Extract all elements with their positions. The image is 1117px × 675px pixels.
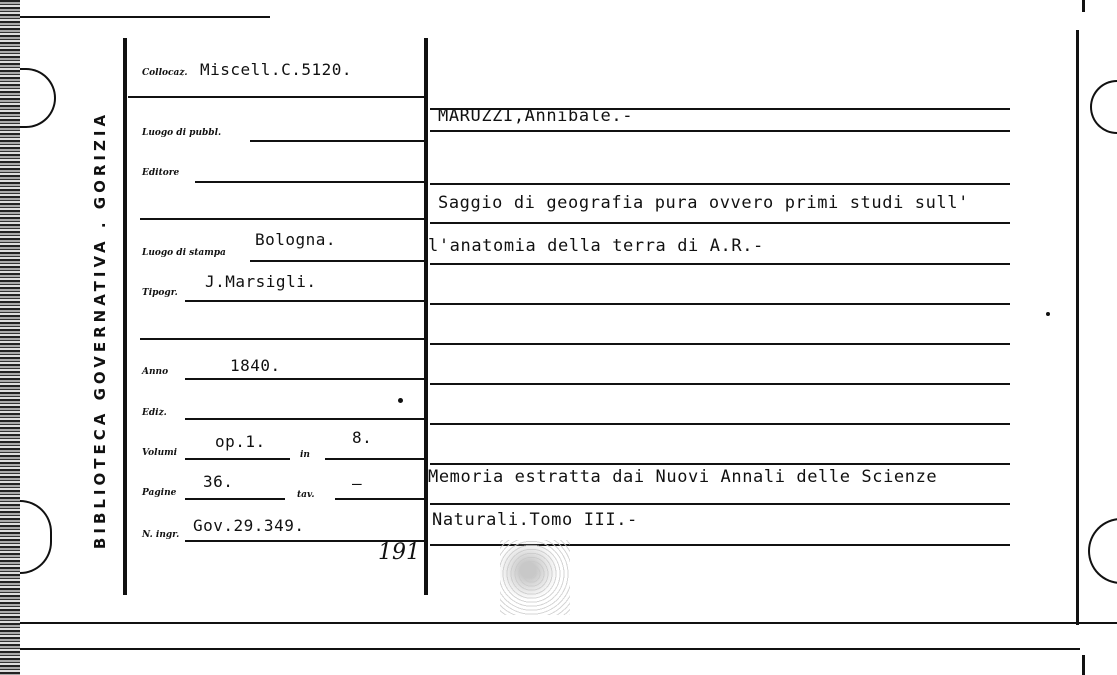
pagine-value: 36. — [203, 472, 234, 491]
anno-value: 1840. — [230, 356, 281, 375]
collocazione-label: Collocaz. — [142, 68, 188, 78]
anno-rule — [185, 378, 424, 380]
formato-value: 8. — [352, 428, 373, 447]
volumi-value: op.1. — [215, 432, 266, 451]
punch-hole-left-bottom — [20, 500, 52, 574]
n-ingr-label: N. ingr. — [142, 530, 180, 540]
title-line-1: Saggio di geografia pura ovvero primi studi sull' — [438, 193, 969, 213]
right-border — [1076, 30, 1079, 625]
ruled-line — [430, 463, 1010, 465]
ruled-line — [430, 423, 1010, 425]
faded-stamp — [500, 540, 570, 615]
corner-mark-top — [1082, 0, 1085, 12]
luogo-stampa-value: Bologna. — [255, 230, 337, 249]
ink-speck — [398, 398, 403, 403]
middle-column-rule — [424, 38, 428, 595]
editore-rule — [195, 181, 424, 183]
collocazione-rule — [128, 96, 424, 98]
luogo-pubbl-label: Luogo di pubbl. — [142, 128, 222, 138]
tavole-value: — — [352, 474, 363, 493]
punch-hole-left-top — [20, 68, 56, 128]
pagine-label: Pagine — [142, 488, 177, 498]
bottom-border — [20, 622, 1117, 624]
left-column-rule — [123, 38, 127, 595]
n-ingr-value: Gov.29.349. — [193, 516, 305, 535]
ruled-line — [430, 303, 1010, 305]
ruled-line — [430, 343, 1010, 345]
editore-rule-2 — [140, 218, 424, 220]
in-label: in — [300, 450, 310, 460]
corner-mark — [1082, 655, 1085, 675]
collocazione-value: Miscell.C.5120. — [200, 60, 352, 79]
author-heading: MARUZZI,Annibale.- — [438, 106, 634, 126]
tipografo-rule — [185, 300, 424, 302]
ruled-line — [430, 183, 1010, 185]
note-line-2: Naturali.Tomo III.- — [432, 510, 638, 530]
library-stamp: BIBLIOTECA GOVERNATIVA . GORIZIA — [91, 110, 109, 550]
tavole-rule — [335, 498, 424, 500]
edizione-rule — [185, 418, 424, 420]
anno-label: Anno — [142, 367, 169, 377]
tipografo-rule-2 — [140, 338, 424, 340]
volumi-label: Volumi — [142, 448, 178, 458]
card-torn-edge — [0, 0, 20, 675]
note-line-1: Memoria estratta dai Nuovi Annali delle Scienze — [428, 467, 938, 487]
ruled-line — [430, 222, 1010, 224]
luogo-pubbl-rule — [250, 140, 424, 142]
tipografo-label: Tipogr. — [142, 288, 178, 298]
ink-speck — [1046, 312, 1050, 316]
handwritten-note: 191 — [378, 540, 420, 565]
edizione-label: Ediz. — [142, 408, 167, 418]
ruled-line — [430, 383, 1010, 385]
top-border — [20, 16, 270, 18]
luogo-stampa-label: Luogo di stampa — [142, 248, 226, 258]
pagine-rule — [185, 498, 285, 500]
ruled-line — [430, 503, 1010, 505]
tipografo-value: J.Marsigli. — [205, 272, 317, 291]
ruled-line — [430, 130, 1010, 132]
punch-hole-right-top — [1090, 80, 1117, 134]
ruled-line — [430, 263, 1010, 265]
outer-bottom-border — [20, 648, 1080, 650]
punch-hole-right-bottom — [1088, 518, 1117, 584]
formato-rule — [325, 458, 424, 460]
luogo-stampa-rule — [250, 260, 424, 262]
editore-label: Editore — [142, 168, 180, 178]
volumi-rule — [185, 458, 290, 460]
tavole-label: tav. — [297, 490, 315, 500]
title-line-2: l'anatomia della terra di A.R.- — [428, 236, 764, 256]
